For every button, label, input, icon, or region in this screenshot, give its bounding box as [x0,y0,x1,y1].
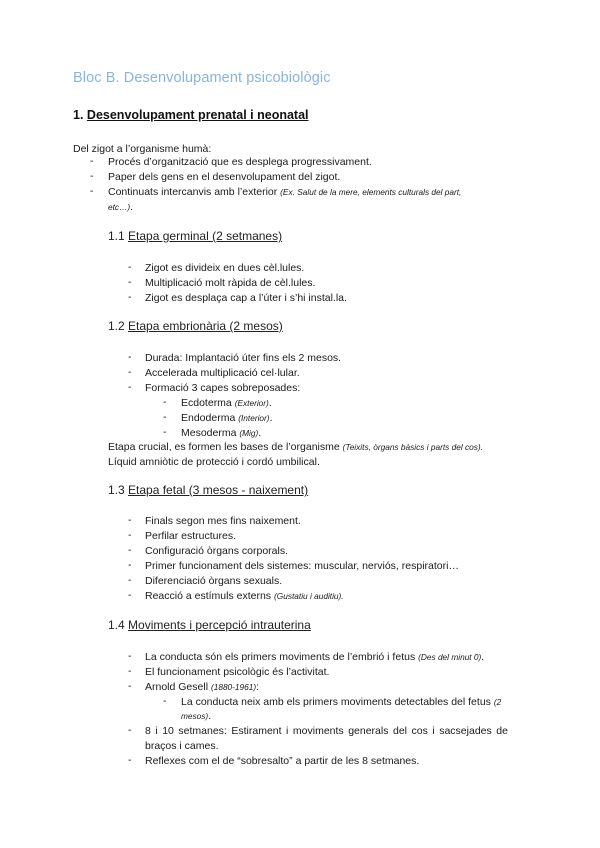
list-item [145,589,344,603]
subsection-title: Etapa fetal (3 mesos - naixement) [128,483,309,497]
list-item-tail: . [481,651,485,663]
bullet-dash: - [128,276,132,288]
list-item: Accelerada multiplicació cel·lular. [145,367,300,379]
layer-name: Endoderma [181,412,236,424]
list-item-note: (2 [493,697,502,707]
list-item-continuation [108,200,133,214]
subsection-number: 1.4 [108,618,125,632]
bullet-dash: - [128,559,132,571]
layer-tail: . [258,427,262,439]
list-item-tail: . [130,201,134,213]
subsection-heading-1-3 [108,483,308,497]
bullet-dash: - [128,514,132,526]
section-heading [73,108,309,122]
list-item [145,680,259,694]
layer-name: Ecdoterma [181,397,232,409]
nested-list-item [181,426,261,440]
section-number: 1. [73,108,84,122]
nested-list-item [181,695,501,709]
bullet-dash: - [163,695,167,707]
list-item-note: mesos) [181,711,209,721]
layer-name: Mesoderma [181,427,237,439]
bullet-dash: - [90,155,94,167]
nested-list-item-continuation [181,709,211,723]
list-item-text: Reacció a estímuls externs [145,590,272,602]
bullet-dash: - [128,291,132,303]
layer-tail: . [269,412,273,424]
bullet-dash: - [128,381,132,393]
subsection-heading-1-4 [108,618,311,632]
list-item: Perfilar estructures. [145,530,237,542]
list-item: 8 i 10 setmanes: Estirament i moviments generals del cos i sacsejades de [145,725,508,737]
list-item-text: Arnold Gesell [145,681,209,693]
nested-list-item [181,396,272,410]
bullet-dash: - [128,529,132,541]
list-item-text: La conducta són els primers moviments de l’embrió i fetus [145,651,416,663]
list-item: Procés d’organització que es desplega progressivament. [108,156,372,168]
list-item-note: etc…) [108,202,131,212]
subsection-title: Moviments i percepció intrauterina [128,618,311,632]
subsection-title: Etapa embrionària (2 mesos) [128,319,283,333]
subsection-heading-1-1 [108,229,282,243]
nested-list-item [181,411,273,425]
paragraph: Líquid amniòtic de protecció i cordó umbilical. [108,456,320,468]
list-item: Diferenciació òrgans sexuals. [145,575,283,587]
subsection-number: 1.2 [108,319,125,333]
bullet-dash: - [128,351,132,363]
subsection-title: Etapa germinal (2 setmanes) [128,229,283,243]
list-item-continuation: braços i cames. [145,740,219,752]
bullet-dash: - [128,724,132,736]
bullet-dash: - [90,170,94,182]
bullet-dash: - [128,574,132,586]
list-item: El funcionament psicològic és l’activitat. [145,666,330,678]
intro-text: Del zigot a l’organisme humà: [73,143,212,155]
bullet-dash: - [128,680,132,692]
list-item: Multiplicació molt ràpida de cèl.lules. [145,277,316,289]
list-item: Formació 3 capes sobreposades: [145,382,301,394]
subsection-heading-1-2 [108,319,283,333]
bullet-dash: - [163,411,167,423]
layer-note: (Mig) [239,428,259,438]
list-item-note: (Gustatiu i auditiu). [273,591,344,601]
bullet-dash: - [90,185,94,197]
bullet-dash: - [128,754,132,766]
list-item-text: Continuats intercanvis amb l’exterior [108,186,278,198]
list-item: Zigot es desplaça cap a l’úter i s’hi instal.la. [145,292,347,304]
list-item-text: La conducta neix amb els primers moviments detectables del fetus [181,696,491,708]
layer-note: (Interior) [238,413,270,423]
bullet-dash: - [163,396,167,408]
bloc-title: Bloc B. Desenvolupament psicobiològic [73,70,331,86]
section-title: Desenvolupament prenatal i neonatal [86,108,309,122]
list-item: Paper dels gens en el desenvolupament del zigot. [108,171,341,183]
subsection-number: 1.1 [108,229,125,243]
layer-tail: . [268,397,272,409]
list-item: Durada: Implantació úter fins els 2 mesos. [145,352,342,364]
bullet-dash: - [128,650,132,662]
list-item: Finals segon mes fins naixement. [145,515,301,527]
bullet-dash: - [128,261,132,273]
list-item-note: (1880-1961) [210,682,257,692]
list-item: Primer funcionament dels sistemes: muscular, nerviós, respiratori… [145,560,459,572]
bullet-dash: - [163,426,167,438]
list-item-note: (Des del minut 0) [418,652,482,662]
bullet-dash: - [128,665,132,677]
bullet-dash: - [128,544,132,556]
list-item-note: (Ex. Salut de la mere, elements culturals del part, [280,187,462,197]
paragraph-note: (Teixits, òrgans bàsics i parts del cos). [342,442,483,452]
list-item: Configuració òrgans corporals. [145,545,288,557]
layer-note: (Exterior) [234,398,269,408]
list-item [108,185,461,199]
subsection-number: 1.3 [108,483,125,497]
list-item-tail: . [208,710,212,722]
bullet-dash: - [128,366,132,378]
list-item: Reflexes com el de “sobresalto” a partir de les 8 setmanes. [145,755,420,767]
list-item [145,650,484,664]
paragraph-text: Etapa crucial, es formen les bases de l’organisme [108,441,340,453]
paragraph [108,440,483,454]
list-item-tail: : [256,681,260,693]
bullet-dash: - [128,589,132,601]
list-item: Zigot es divideix en dues cèl.lules. [145,262,305,274]
